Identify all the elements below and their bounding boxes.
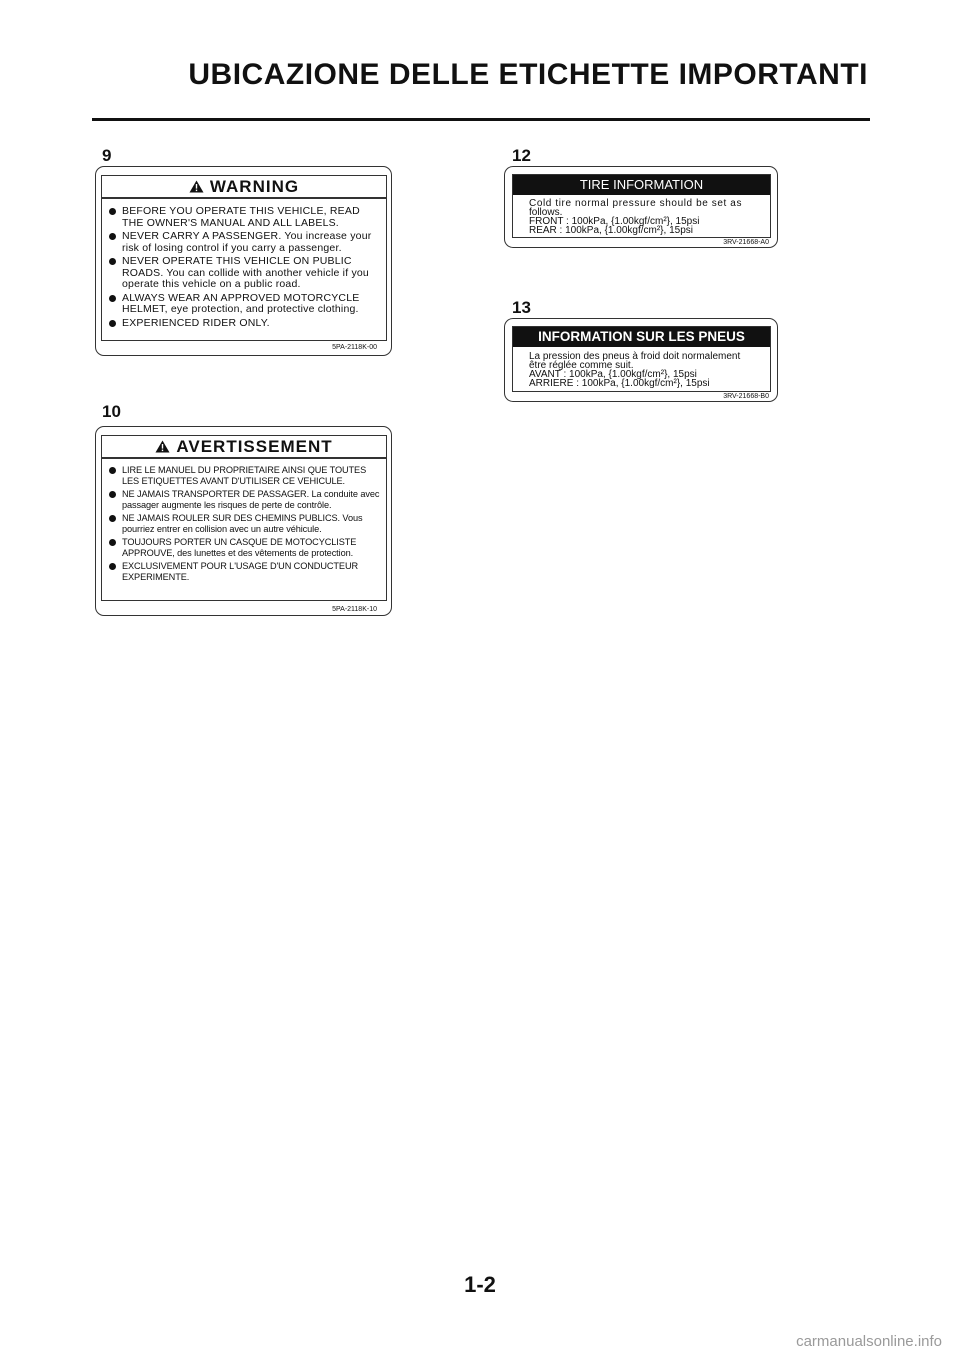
warning-triangle-icon (155, 440, 170, 453)
bullet-icon (109, 467, 116, 474)
tire-info-heading: INFORMATION SUR LES PNEUS (513, 327, 770, 347)
warning-label-french (95, 426, 392, 616)
warning-list (108, 465, 382, 585)
warning-label-french-frame (101, 435, 387, 601)
page-number: 1-2 (464, 1272, 496, 1297)
warning-triangle-icon (189, 180, 204, 193)
tire-info-line: FRONT : 100kPa, {1.00kgf/cm²}, 15psi (529, 216, 700, 227)
warning-list (108, 206, 382, 331)
part-code: 5PA-2118K-10 (332, 606, 377, 613)
label-number-9: 9 (102, 146, 112, 165)
bullet-icon (109, 563, 116, 570)
part-code: 5PA-2118K-00 (332, 344, 377, 351)
warning-label-english (95, 166, 392, 356)
bullet-icon (109, 491, 116, 498)
list-item: ALWAYS WEAR AN APPROVED MOTORCYCLE HELMET, eye protection, and protective clothing. (108, 293, 382, 316)
tire-info-line: REAR : 100kPa, {1.00kgf/cm²}, 15psi (529, 225, 693, 236)
bullet-icon (109, 295, 116, 302)
list-item: NEVER OPERATE THIS VEHICLE ON PUBLIC ROADS. You can collide with another vehicle if you operate this vehicle on a public road. (108, 256, 382, 291)
list-item: NE JAMAIS ROULER SUR DES CHEMINS PUBLICS. Vous pourriez entrer en collision avec un autre véhicule. (108, 513, 382, 535)
list-item: BEFORE YOU OPERATE THIS VEHICLE, READ THE OWNER'S MANUAL AND ALL LABELS. (108, 206, 382, 229)
bullet-icon (109, 233, 116, 240)
tire-info-frame (512, 174, 771, 238)
tire-info-line: follows. (529, 207, 563, 218)
part-code: 3RV-21668-B0 (723, 393, 769, 400)
tire-info-line: La pression des pneus à froid doit normalement (529, 351, 741, 362)
tire-info-frame (512, 326, 771, 392)
label-number-13: 13 (512, 298, 531, 317)
label-number-12: 12 (512, 146, 531, 165)
part-code: 3RV-21668-A0 (723, 239, 769, 246)
page-title: UBICAZIONE DELLE ETICHETTE IMPORTANTI (188, 58, 868, 91)
warning-header (102, 436, 386, 459)
tire-info-label-english (504, 166, 778, 248)
warning-label-english-frame (101, 175, 387, 341)
list-item: LIRE LE MANUEL DU PROPRIETAIRE AINSI QUE TOUTES LES ETIQUETTES AVANT D'UTILISER CE VEHICULE. (108, 465, 382, 487)
tire-info-line: Cold tire normal pressure should be set as (529, 198, 743, 209)
list-item: TOUJOURS PORTER UN CASQUE DE MOTOCYCLISTE APPROUVE, des lunettes et des vêtements de protection. (108, 537, 382, 559)
title-rule (92, 118, 870, 121)
list-item: NE JAMAIS TRANSPORTER DE PASSAGER. La conduite avec passager augmente les risques de perte de contrôle. (108, 489, 382, 511)
label-number-10: 10 (102, 402, 121, 421)
tire-info-line: être réglée comme suit. (529, 360, 634, 371)
warning-header (102, 176, 386, 199)
list-item: EXPERIENCED RIDER ONLY. (108, 318, 382, 330)
bullet-icon (109, 515, 116, 522)
bullet-icon (109, 539, 116, 546)
watermark: carmanualsonline.info (796, 1333, 942, 1350)
bullet-icon (109, 258, 116, 265)
tire-info-heading: TIRE INFORMATION (513, 175, 770, 195)
list-item: EXCLUSIVEMENT POUR L'USAGE D'UN CONDUCTEUR EXPERIMENTE. (108, 561, 382, 583)
tire-info-line: ARRIERE : 100kPa, {1.00kgf/cm²}, 15psi (529, 378, 710, 389)
bullet-icon (109, 208, 116, 215)
bullet-icon (109, 320, 116, 327)
tire-info-label-french (504, 318, 778, 402)
warning-heading: WARNING (209, 176, 300, 196)
list-item: NEVER CARRY A PASSENGER. You increase your risk of losing control if you carry a passenger. (108, 231, 382, 254)
tire-info-line: AVANT : 100kPa, {1.00kgf/cm²}, 15psi (529, 369, 697, 380)
warning-heading: AVERTISSEMENT (176, 436, 333, 456)
